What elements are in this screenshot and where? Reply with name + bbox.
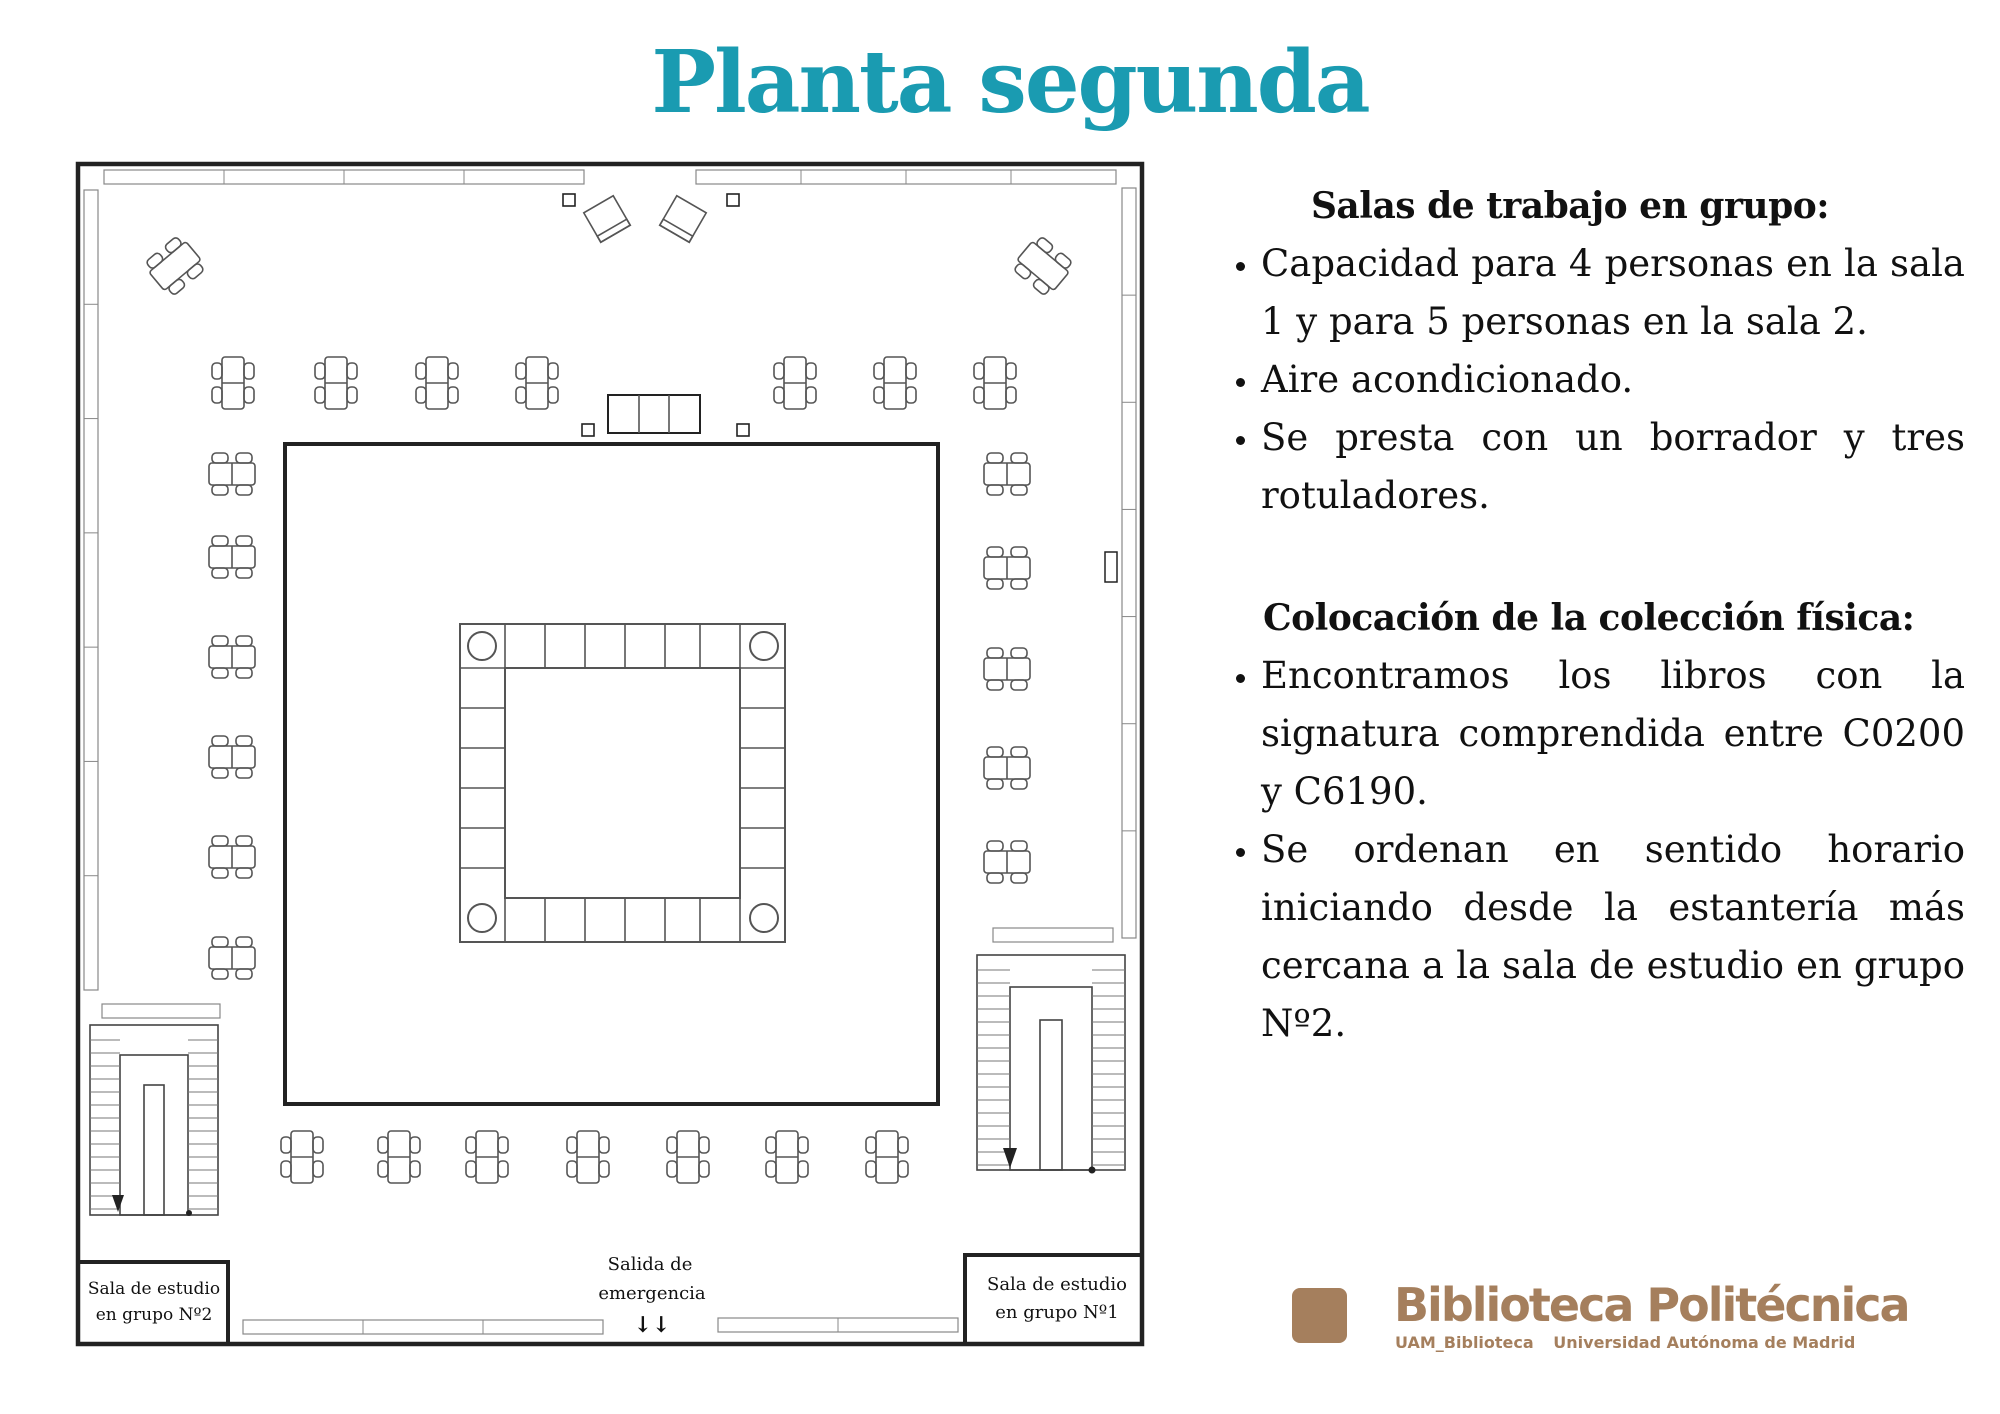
chair	[236, 768, 252, 778]
chair	[236, 568, 252, 578]
chair	[212, 536, 228, 546]
chair	[498, 1161, 508, 1177]
stair-right	[977, 955, 1125, 1170]
chair	[212, 736, 228, 746]
chair	[699, 1161, 709, 1177]
wall-shelf	[1122, 188, 1136, 938]
chair	[1011, 841, 1027, 851]
chair	[1011, 747, 1027, 757]
chair	[378, 1137, 388, 1153]
central-shelving	[460, 624, 785, 942]
side-table	[582, 424, 594, 436]
chair	[987, 779, 1003, 789]
wall-shelf	[102, 1004, 220, 1018]
armchair	[660, 196, 706, 242]
chair	[516, 387, 526, 403]
chair	[567, 1161, 577, 1177]
chair	[866, 1161, 876, 1177]
corner-table	[1010, 234, 1075, 299]
chair	[212, 387, 222, 403]
chair	[244, 363, 254, 379]
chair	[315, 363, 325, 379]
chair	[212, 453, 228, 463]
group-room-2-label-line1: Sala de estudio	[87, 1279, 221, 1299]
chair	[236, 636, 252, 646]
chair	[906, 363, 916, 379]
group-rooms-item: • Aire acondicionado.	[1261, 351, 1965, 409]
chair	[548, 387, 558, 403]
chair	[699, 1137, 709, 1153]
chair	[410, 1161, 420, 1177]
side-table	[727, 194, 739, 206]
logo-subtitle-right: Universidad Autónoma de Madrid	[1553, 1333, 1856, 1352]
emergency-exit-label-line2: emergencia	[598, 1283, 706, 1304]
side-table	[737, 424, 749, 436]
chair	[212, 969, 228, 979]
side-table	[563, 194, 575, 206]
chair	[212, 636, 228, 646]
group-room-2	[78, 1262, 228, 1344]
chair	[898, 1137, 908, 1153]
chair	[974, 363, 984, 379]
chair	[281, 1137, 291, 1153]
chair	[599, 1137, 609, 1153]
chair	[347, 363, 357, 379]
chair	[236, 453, 252, 463]
wall-panel	[1105, 552, 1117, 582]
chair	[236, 969, 252, 979]
chair	[212, 363, 222, 379]
chair	[313, 1137, 323, 1153]
chair	[466, 1137, 476, 1153]
chair	[212, 568, 228, 578]
emergency-exit-arrows: ↓↓	[633, 1312, 671, 1338]
wall-shelf	[993, 928, 1113, 942]
logo-subtitle-left: UAM_Biblioteca	[1395, 1333, 1534, 1352]
chair	[347, 387, 357, 403]
chair	[236, 736, 252, 746]
collection-list	[1215, 647, 1965, 1053]
chair	[212, 768, 228, 778]
chair	[774, 387, 784, 403]
chair	[874, 363, 884, 379]
chair	[212, 836, 228, 846]
chair	[212, 868, 228, 878]
chair	[874, 387, 884, 403]
chair	[974, 387, 984, 403]
chair	[244, 387, 254, 403]
chair	[236, 536, 252, 546]
chair	[774, 363, 784, 379]
emergency-exit-label-line1: Salida de	[607, 1254, 693, 1275]
chair	[987, 453, 1003, 463]
group-room-1-label-line2: en grupo Nº1	[995, 1302, 1119, 1323]
chair	[416, 387, 426, 403]
chair	[416, 363, 426, 379]
wall-shelf	[84, 190, 98, 990]
group-room-1-label-line1: Sala de estudio	[986, 1274, 1128, 1295]
chair	[410, 1137, 420, 1153]
chair	[236, 836, 252, 846]
chair	[987, 648, 1003, 658]
group-rooms-heading: Salas de trabajo en grupo:	[1310, 185, 1830, 227]
chair	[236, 937, 252, 947]
chair	[236, 485, 252, 495]
chair	[448, 387, 458, 403]
chair	[281, 1161, 291, 1177]
stair-right-dot	[1089, 1167, 1096, 1174]
library-logo	[1292, 1278, 1909, 1352]
chair	[212, 937, 228, 947]
chair	[1011, 779, 1027, 789]
wall-shelf	[243, 1320, 603, 1334]
chair	[1011, 873, 1027, 883]
chair	[1011, 648, 1027, 658]
group-rooms-list	[1215, 235, 1965, 525]
chair	[498, 1137, 508, 1153]
chair	[378, 1161, 388, 1177]
chair	[313, 1161, 323, 1177]
chair	[766, 1137, 776, 1153]
chair	[1006, 387, 1016, 403]
chair	[212, 668, 228, 678]
chair	[212, 485, 228, 495]
chair	[667, 1161, 677, 1177]
chair	[987, 873, 1003, 883]
central-atrium	[285, 444, 938, 1104]
page-title: Planta segunda	[651, 32, 1369, 133]
chair	[866, 1137, 876, 1153]
corner-table	[142, 234, 207, 299]
chair	[806, 387, 816, 403]
building-outline	[78, 164, 1142, 1344]
chair	[599, 1161, 609, 1177]
chair	[1011, 547, 1027, 557]
logo-title: Biblioteca Politécnica	[1394, 1278, 1909, 1332]
chair	[987, 547, 1003, 557]
chair	[806, 363, 816, 379]
collection-item: • Encontramos los libros con la signatura comprendida entre C0200 y C6190.	[1261, 647, 1965, 821]
chair	[1006, 363, 1016, 379]
info-panel	[1215, 185, 1965, 1053]
chair	[987, 485, 1003, 495]
chair	[448, 363, 458, 379]
chair	[236, 668, 252, 678]
chair	[798, 1161, 808, 1177]
chair	[567, 1137, 577, 1153]
chair	[236, 868, 252, 878]
chair	[667, 1137, 677, 1153]
chair	[987, 680, 1003, 690]
group-room-2-label-line2: en grupo Nº2	[95, 1305, 213, 1325]
collection-item: • Se ordenan en sentido horario iniciando desde la estantería más cercana a la sala de estudio en grupo Nº2.	[1261, 821, 1965, 1053]
chair	[516, 363, 526, 379]
chair	[1011, 485, 1027, 495]
logo-square-icon	[1292, 1288, 1347, 1343]
reading-bench	[608, 395, 700, 433]
collection-heading: Colocación de la colección física:	[1263, 597, 1915, 639]
chair	[315, 387, 325, 403]
armchair	[584, 196, 630, 242]
chair	[906, 387, 916, 403]
chair	[1011, 579, 1027, 589]
chair	[898, 1161, 908, 1177]
chair	[987, 579, 1003, 589]
logo-subtitle	[1395, 1333, 1869, 1352]
chair	[1011, 453, 1027, 463]
group-rooms-item: • Capacidad para 4 personas en la sala 1 y para 5 personas en la sala 2.	[1261, 235, 1965, 351]
chair	[1011, 680, 1027, 690]
chair	[798, 1137, 808, 1153]
chair	[766, 1161, 776, 1177]
group-rooms-item: • Se presta con un borrador y tres rotuladores.	[1261, 409, 1965, 525]
stair-left-dot	[186, 1210, 192, 1216]
group-room-1	[965, 1255, 1142, 1344]
chair	[548, 363, 558, 379]
chair	[987, 841, 1003, 851]
chair	[987, 747, 1003, 757]
chair	[466, 1161, 476, 1177]
